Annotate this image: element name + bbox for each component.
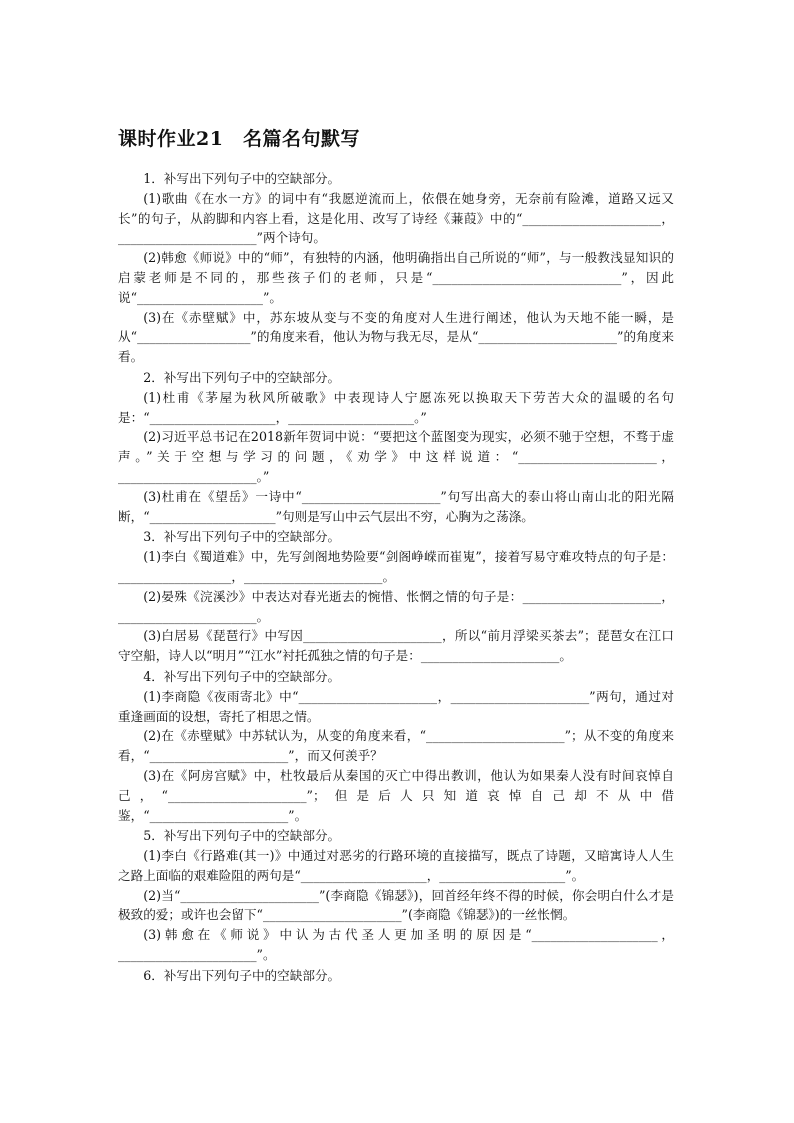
question-3-2: (2)晏殊《浣溪沙》中表达对春光逝去的惋惜、怅惘之情的句子是：______________________，______________________。	[118, 588, 674, 624]
question-1-2: (2)韩愈《师说》中的“师”，有独特的内涵，他明确指出自己所说的“师”，与一般教浅显知识的启蒙老师是不同的，那些孩子们的老师，只是“______________________________”，因此说“____________________”。	[118, 250, 674, 305]
question-5-3: (3)韩愈在《师说》中认为古代圣人更加圣明的原因是“____________________，______________________”。	[118, 927, 674, 963]
section-heading-1: 1．补写出下列句子中的空缺部分。	[143, 171, 341, 186]
section-heading-5: 5．补写出下列句子中的空缺部分。	[143, 828, 341, 844]
section-heading-4: 4．补写出下列句子中的空缺部分。	[143, 668, 341, 684]
question-4-1: (1)李商隐《夜雨寄北》中“______________________，______________________”两句，通过对重逢画面的设想，寄托了相思之情。	[118, 688, 674, 724]
question-4-3: (3)在《阿房宫赋》中，杜牧最后从秦国的灭亡中得出教训，他认为如果秦人没有时间哀悼自己，“______________________”；但是后人只知道哀悼自己却不从中借鉴，“______________________”。	[118, 767, 674, 823]
section-heading-3: 3．补写出下列句子中的空缺部分。	[143, 529, 341, 545]
question-5-2: (2)当“______________________”(李商隐《锦瑟》)，回首经年终不得的时候，你会明白什么才是极致的爱；或许也会留下“______________________”(李商隐《锦瑟》)的一丝怅惘。	[118, 887, 674, 923]
question-1-1: (1)歌曲《在水一方》的词中有“我愿逆流而上，依偎在她身旁，无奈前有险滩，道路又远又长”的句子，从韵脚和内容上看，这是化用、改写了诗经《蒹葭》中的“______________________，______________________”两个诗句。	[118, 190, 674, 246]
question-3-1: (1)李白《蜀道难》中，先写剑阁地势险要“剑阁峥嵘而崔嵬”，接着写易守难攻特点的句子是：__________________，______________________。	[118, 549, 674, 584]
question-1-3: (3)在《赤壁赋》中，苏东坡从变与不变的角度对人生进行阐述，他认为天地不能一瞬，是从“__________________”的角度来看，他认为物与我无尽，是从“______________________”的角度来看。	[118, 309, 674, 365]
question-2-3: (3)杜甫在《望岳》一诗中“______________________”句写出高大的泰山将山南山北的阳光隔断，“____________________”句则是写山中云气层出不穷，心胸为之荡涤。	[118, 488, 674, 524]
question-4-2: (2)在《赤壁赋》中苏轼认为，从变的角度来看，“______________________”；从不变的角度来看，“______________________”，而又何羡乎？	[118, 728, 674, 764]
question-5-1: (1)李白《行路难(其一)》中通过对恶劣的行路环境的直接描写，既点了诗题，又暗寓诗人人生之路上面临的艰难险阻的两句是“____________________，____________________”。	[118, 848, 674, 883]
question-2-2: (2)习近平总书记在2018新年贺词中说：“要把这个蓝图变为现实，必须不驰于空想，不骛于虚声。”关于空想与学习的问题，《劝学》中这样说道：“______________________，______________________。”	[118, 429, 674, 484]
question-2-1: (1)杜甫《茅屋为秋风所破歌》中表现诗人宁愿冻死以换取天下劳苦大众的温暖的名句是：“____________________，____________________。”	[118, 389, 674, 425]
section-heading-6: 6．补写出下列句子中的空缺部分。	[143, 967, 341, 983]
section-heading-2: 2．补写出下列句子中的空缺部分。	[143, 369, 341, 385]
page-title: 课时作业21 名篇名句默写	[118, 128, 360, 150]
exercise-body	[118, 168, 674, 986]
question-3-3: (3)白居易《琵琶行》中写因______________________，所以“前月浮梁买茶去”；琵琶女在江口守空船，诗人以“明月”“江水”衬托孤独之情的句子是：______________________。	[118, 628, 674, 664]
